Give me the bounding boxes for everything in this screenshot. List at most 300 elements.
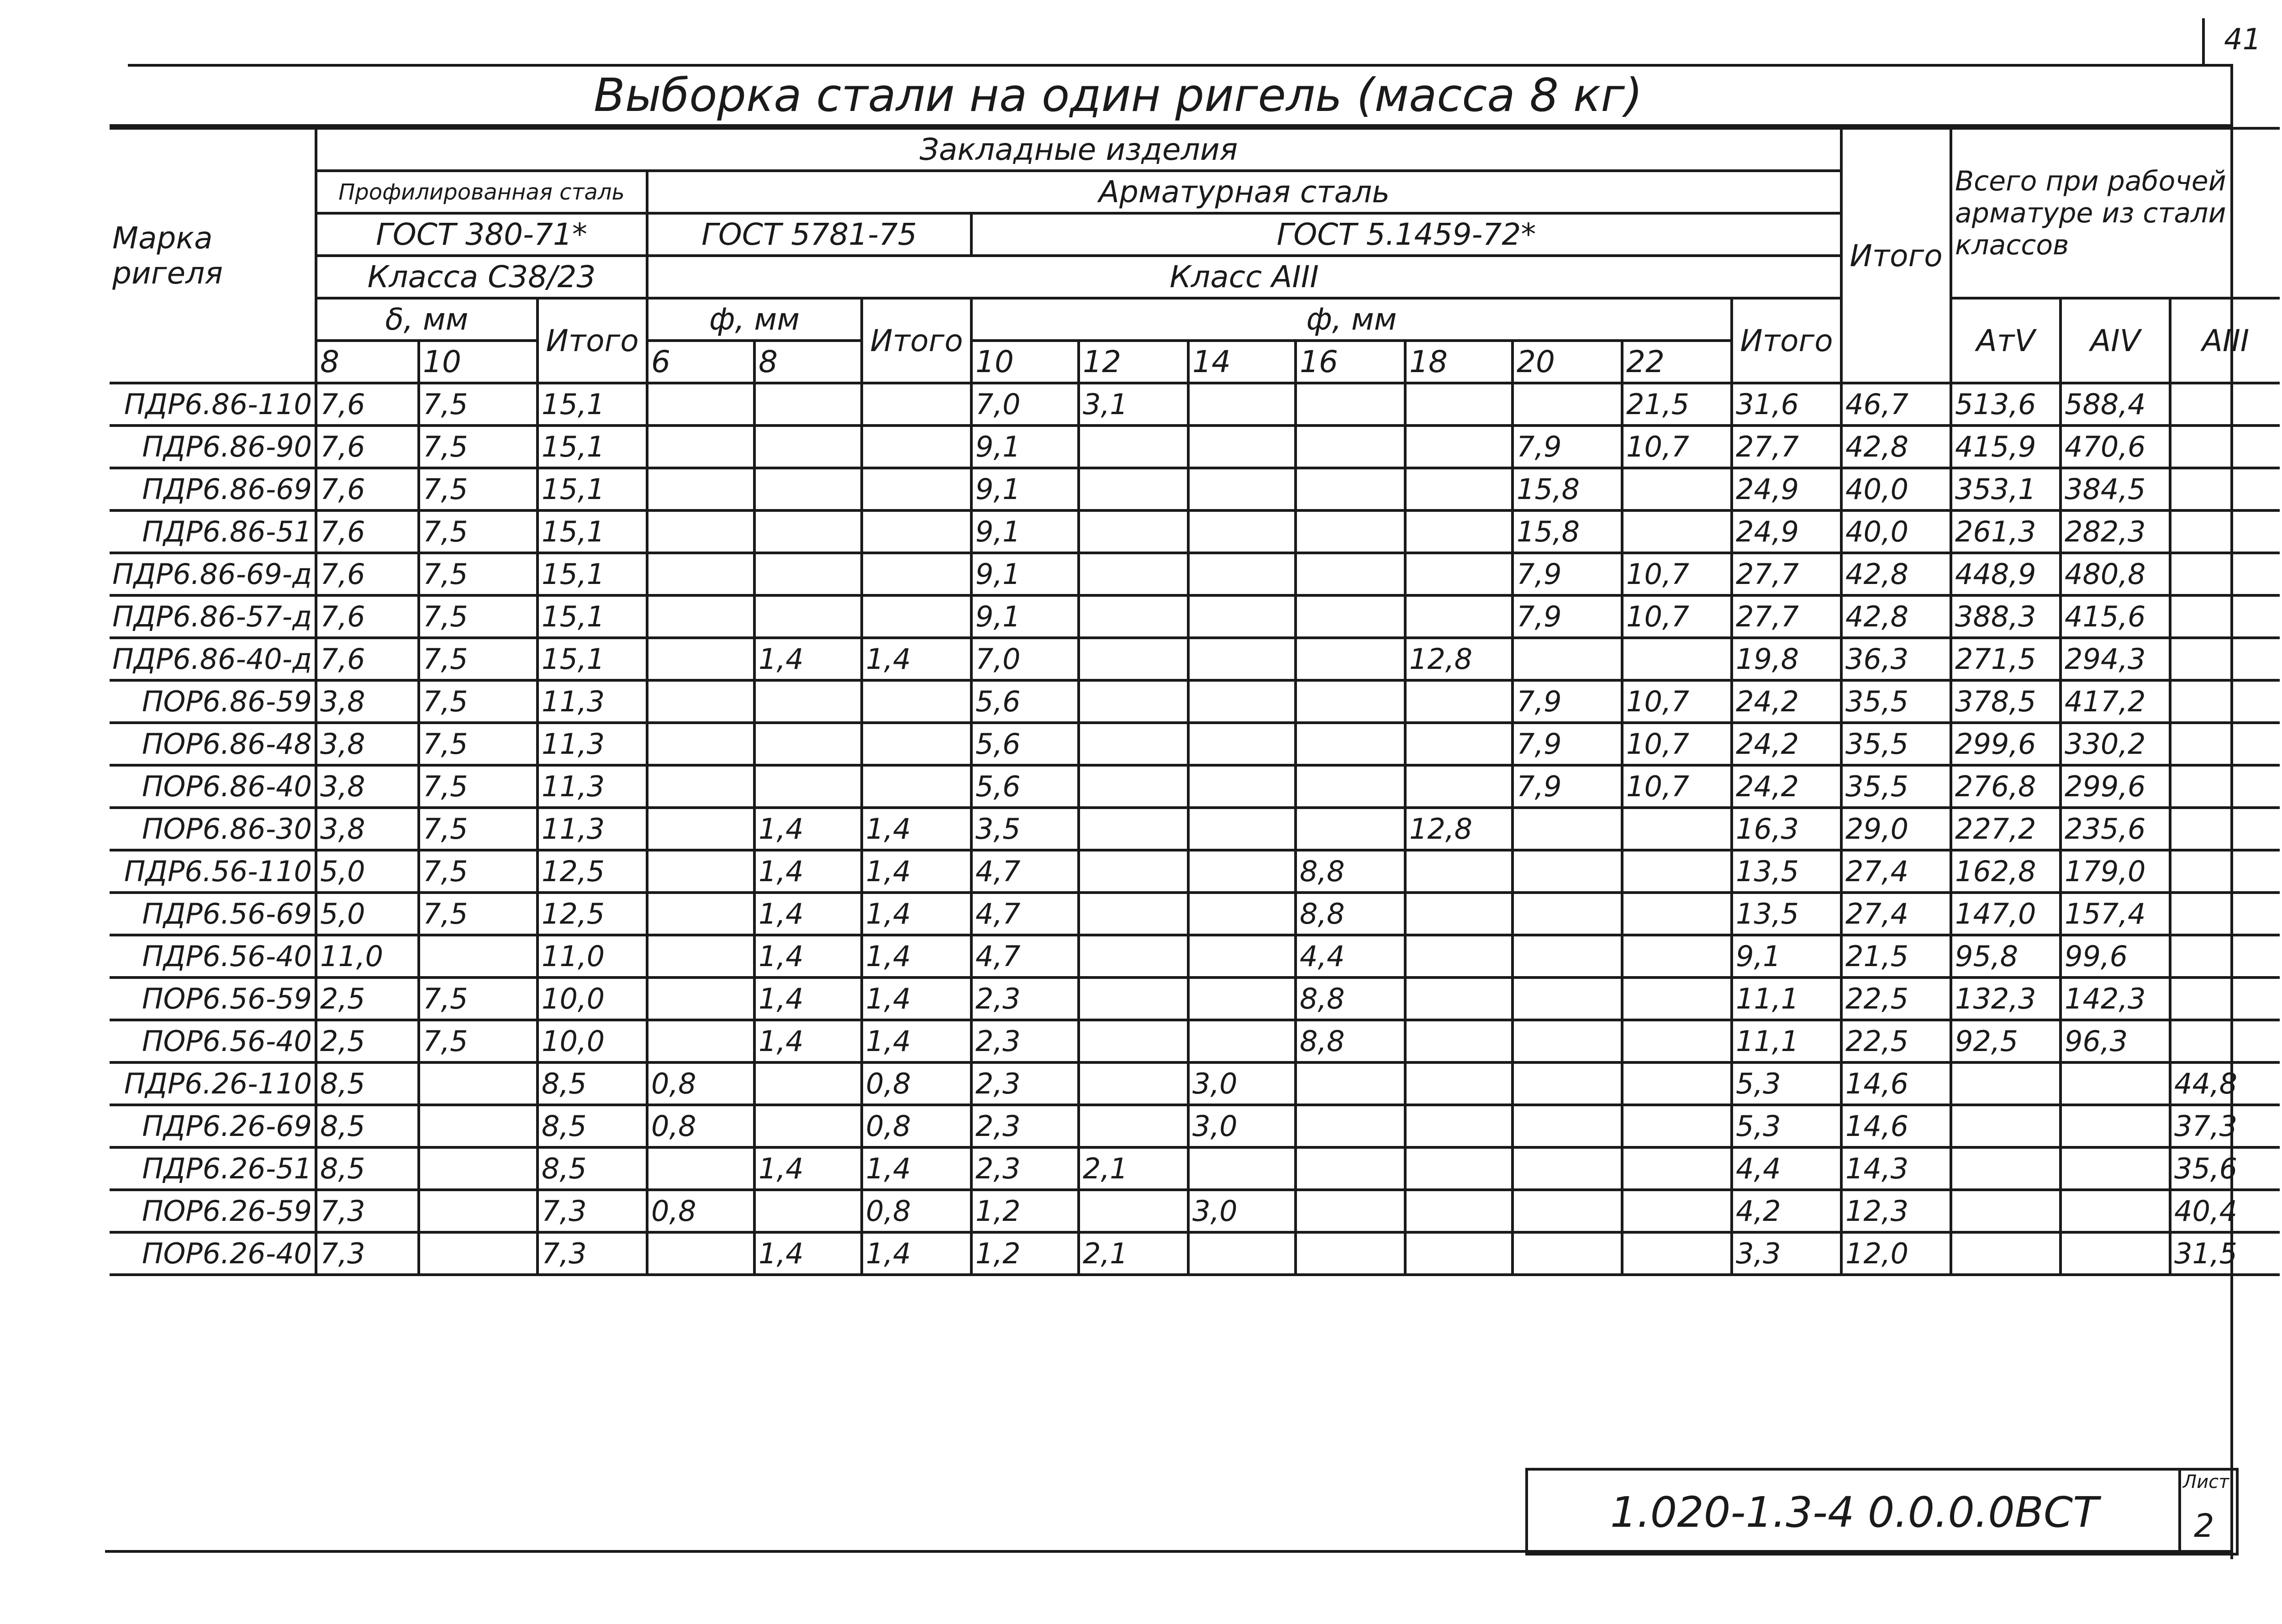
table-cell: 330,2 [2061, 723, 2170, 765]
table-cell [1622, 935, 1732, 978]
table-cell: 10,7 [1622, 680, 1732, 723]
table-cell [1079, 935, 1188, 978]
table-cell: 2,3 [971, 1020, 1079, 1062]
table-cell: 7,5 [419, 468, 538, 510]
table-cell: 5,0 [316, 893, 419, 935]
table-cell: 95,8 [1951, 935, 2061, 978]
table-cell: 282,3 [2061, 510, 2170, 553]
table-cell [1188, 978, 1296, 1020]
table-cell [1188, 595, 1296, 638]
row-mark: ПДР6.86-90 [110, 426, 316, 468]
table-cell [1188, 1020, 1296, 1062]
header-itogo-1459: Итого [1732, 298, 1841, 383]
table-cell: 4,7 [971, 935, 1079, 978]
table-cell: 353,1 [1951, 468, 2061, 510]
table-cell: 11,3 [538, 808, 647, 850]
table-cell [647, 893, 754, 935]
table-cell [647, 723, 754, 765]
table-cell: 1,4 [754, 1232, 862, 1275]
table-cell: 10,7 [1622, 765, 1732, 808]
row-mark: ПДР6.26-69 [110, 1105, 316, 1147]
table-cell: 3,8 [316, 680, 419, 723]
table-cell [1622, 510, 1732, 553]
table-cell: 1,2 [971, 1190, 1079, 1232]
table-cell [1951, 1105, 2061, 1147]
table-cell [2170, 426, 2280, 468]
row-mark: ПОР6.86-59 [110, 680, 316, 723]
table-cell: 8,8 [1296, 978, 1405, 1020]
table-cell: 7,5 [419, 510, 538, 553]
table-cell: 179,0 [2061, 850, 2170, 893]
table-cell [1296, 426, 1405, 468]
header-embedded: Закладные изделия [316, 128, 1841, 171]
table-cell [1079, 893, 1188, 935]
table-cell [1513, 1190, 1622, 1232]
table-cell [2170, 553, 2280, 595]
row-mark: ПДР6.56-69 [110, 893, 316, 935]
table-cell: 10,7 [1622, 553, 1732, 595]
table-cell: 15,1 [538, 553, 647, 595]
table-cell [1296, 723, 1405, 765]
table-cell [1188, 765, 1296, 808]
row-mark: ПДР6.86-57-д [110, 595, 316, 638]
table-cell: 235,6 [2061, 808, 2170, 850]
table-cell [1622, 1232, 1732, 1275]
table-cell: 15,1 [538, 638, 647, 680]
table-cell: 13,5 [1732, 893, 1841, 935]
header-diameter: 6 [647, 341, 754, 383]
header-gost-5-1459: ГОСТ 5.1459-72* [971, 213, 1841, 256]
table-cell [1079, 1190, 1188, 1232]
table-cell: 157,4 [2061, 893, 2170, 935]
table-cell [1296, 1105, 1405, 1147]
table-cell: 294,3 [2061, 638, 2170, 680]
table-cell [754, 1105, 862, 1147]
row-mark: ПДР6.86-110 [110, 383, 316, 426]
table-row [110, 978, 2280, 1020]
sheet-number-rule [2202, 18, 2205, 64]
header-rebar: Арматурная сталь [647, 171, 1841, 213]
table-cell [2061, 1232, 2170, 1275]
table-cell [1405, 850, 1513, 893]
table-cell [754, 1062, 862, 1105]
table-cell [1513, 978, 1622, 1020]
table-cell [1622, 850, 1732, 893]
table-cell [1622, 808, 1732, 850]
header-class-aiii: Класс АIII [647, 256, 1841, 298]
table-cell [754, 595, 862, 638]
header-profiled: Профилированная сталь [316, 171, 647, 213]
table-cell: 11,3 [538, 723, 647, 765]
table-cell: 24,9 [1732, 510, 1841, 553]
table-cell [754, 680, 862, 723]
table-cell: 11,0 [316, 935, 419, 978]
table-cell: 22,5 [1841, 1020, 1951, 1062]
table-cell: 19,8 [1732, 638, 1841, 680]
table-cell: 9,1 [1732, 935, 1841, 978]
table-cell: 1,4 [862, 808, 971, 850]
table-cell [1188, 638, 1296, 680]
table-cell: 9,1 [971, 426, 1079, 468]
table-row [110, 426, 2280, 468]
table-cell [647, 1020, 754, 1062]
table-cell [2170, 383, 2280, 426]
table-row [110, 1105, 2280, 1147]
table-cell: 11,1 [1732, 1020, 1841, 1062]
table-cell: 7,6 [316, 510, 419, 553]
table-cell: 2,1 [1079, 1147, 1188, 1190]
table-cell: 12,8 [1405, 638, 1513, 680]
table-row [110, 893, 2280, 935]
table-cell: 1,4 [754, 978, 862, 1020]
table-cell [1296, 1232, 1405, 1275]
table-cell: 10,0 [538, 978, 647, 1020]
header-diameter: 22 [1622, 341, 1732, 383]
table-cell [1405, 893, 1513, 935]
table-cell: 8,5 [538, 1105, 647, 1147]
table-cell: 11,0 [538, 935, 647, 978]
table-cell [1188, 893, 1296, 935]
table-cell [1188, 935, 1296, 978]
table-cell: 1,4 [862, 850, 971, 893]
table-cell [419, 1190, 538, 1232]
table-cell: 0,8 [862, 1190, 971, 1232]
table-cell [2170, 850, 2280, 893]
table-cell [2061, 1062, 2170, 1105]
table-row [110, 808, 2280, 850]
table-cell: 27,7 [1732, 426, 1841, 468]
table-cell [1079, 1020, 1188, 1062]
table-cell: 12,8 [1405, 808, 1513, 850]
table-cell [647, 1147, 754, 1190]
table-cell [862, 595, 971, 638]
table-cell: 7,6 [316, 553, 419, 595]
table-cell: 0,8 [647, 1062, 754, 1105]
header-gost-380: ГОСТ 380-71* [316, 213, 647, 256]
header-diameter: 12 [1079, 341, 1188, 383]
table-cell: 7,0 [971, 383, 1079, 426]
table-cell [1622, 1190, 1732, 1232]
table-cell [1405, 468, 1513, 510]
table-cell [754, 1190, 862, 1232]
table-cell [1079, 978, 1188, 1020]
table-cell: 9,1 [971, 595, 1079, 638]
row-mark: ПДР6.86-69 [110, 468, 316, 510]
table-cell: 1,4 [862, 1020, 971, 1062]
table-cell: 7,5 [419, 808, 538, 850]
table-cell [2170, 510, 2280, 553]
table-cell: 40,0 [1841, 510, 1951, 553]
table-cell: 24,2 [1732, 723, 1841, 765]
table-cell: 27,7 [1732, 595, 1841, 638]
table-cell: 7,6 [316, 383, 419, 426]
table-cell [1296, 638, 1405, 680]
table-cell: 1,2 [971, 1232, 1079, 1275]
table-cell [1513, 1232, 1622, 1275]
header-diameter: 10 [419, 341, 538, 383]
table-cell: 378,5 [1951, 680, 2061, 723]
table-cell [1296, 1062, 1405, 1105]
sheet-label: Лист [2183, 1472, 2229, 1493]
table-cell [862, 723, 971, 765]
row-mark: ПОР6.56-59 [110, 978, 316, 1020]
table-cell [2170, 765, 2280, 808]
table-cell: 384,5 [2061, 468, 2170, 510]
table-row [110, 850, 2280, 893]
table-cell [1513, 383, 1622, 426]
table-cell [1188, 680, 1296, 723]
table-cell: 299,6 [1951, 723, 2061, 765]
table-cell [1188, 850, 1296, 893]
table-cell [1405, 426, 1513, 468]
table-row [110, 1190, 2280, 1232]
table-cell [1622, 1020, 1732, 1062]
table-cell [1622, 978, 1732, 1020]
table-cell: 3,0 [1188, 1190, 1296, 1232]
table-cell: 24,2 [1732, 680, 1841, 723]
table-cell [2170, 680, 2280, 723]
table-cell: 8,5 [316, 1062, 419, 1105]
table-cell: 3,0 [1188, 1062, 1296, 1105]
table-cell [1513, 1147, 1622, 1190]
row-mark: ПДР6.26-51 [110, 1147, 316, 1190]
table-cell: 7,5 [419, 723, 538, 765]
table-cell [647, 1232, 754, 1275]
header-itogo-profiled: Итого [538, 298, 647, 383]
table-cell [2170, 723, 2280, 765]
table-cell: 7,0 [971, 638, 1079, 680]
table-row [110, 765, 2280, 808]
row-mark: ПДР6.86-40-д [110, 638, 316, 680]
table-cell [1513, 638, 1622, 680]
table-cell [1188, 510, 1296, 553]
table-cell: 415,6 [2061, 595, 2170, 638]
table-cell [647, 765, 754, 808]
table-cell [862, 765, 971, 808]
header-diameter: 8 [316, 341, 419, 383]
table-cell [1405, 510, 1513, 553]
table-cell: 1,4 [862, 638, 971, 680]
table-cell: 7,6 [316, 468, 419, 510]
table-cell [1405, 680, 1513, 723]
header-diameter: 18 [1405, 341, 1513, 383]
table-cell [1513, 850, 1622, 893]
table-cell [1951, 1062, 2061, 1105]
row-mark: ПДР6.56-110 [110, 850, 316, 893]
table-cell: 99,6 [2061, 935, 2170, 978]
table-cell [647, 935, 754, 978]
table-cell: 7,5 [419, 765, 538, 808]
header-diameter: 20 [1513, 341, 1622, 383]
table-cell: 8,5 [538, 1147, 647, 1190]
table-cell [419, 1105, 538, 1147]
table-cell: 46,7 [1841, 383, 1951, 426]
table-cell [647, 850, 754, 893]
table-cell: 3,3 [1732, 1232, 1841, 1275]
table-cell: 1,4 [754, 1020, 862, 1062]
table-cell [1405, 765, 1513, 808]
sheet-box [2178, 1468, 2239, 1556]
table-row [110, 468, 2280, 510]
table-cell: 27,4 [1841, 893, 1951, 935]
table-cell: 1,4 [862, 1147, 971, 1190]
table-cell: 36,3 [1841, 638, 1951, 680]
table-cell: 147,0 [1951, 893, 2061, 935]
table-cell [1513, 1105, 1622, 1147]
table-cell: 14,3 [1841, 1147, 1951, 1190]
header-diameter: 16 [1296, 341, 1405, 383]
table-cell: 448,9 [1951, 553, 2061, 595]
table-cell: 3,8 [316, 765, 419, 808]
table-cell: 2,3 [971, 1062, 1079, 1105]
table-cell: 2,5 [316, 978, 419, 1020]
header-phi-mm-1459: ф, мм [971, 298, 1732, 341]
table-cell [1188, 1147, 1296, 1190]
table-cell: 15,1 [538, 383, 647, 426]
table-cell [754, 723, 862, 765]
table-cell [1405, 383, 1513, 426]
table-cell [2170, 935, 2280, 978]
table-cell: 162,8 [1951, 850, 2061, 893]
table-cell: 7,3 [538, 1190, 647, 1232]
table-cell [1405, 1190, 1513, 1232]
table-cell: 15,1 [538, 510, 647, 553]
table-cell [862, 553, 971, 595]
table-cell: 12,3 [1841, 1190, 1951, 1232]
table-cell: 10,7 [1622, 595, 1732, 638]
table-cell: 7,9 [1513, 426, 1622, 468]
table-cell [1622, 893, 1732, 935]
table-cell: 7,5 [419, 978, 538, 1020]
table-cell [2061, 1190, 2170, 1232]
table-cell: 1,4 [862, 935, 971, 978]
table-cell: 415,9 [1951, 426, 2061, 468]
table-cell [1951, 1232, 2061, 1275]
table-cell [419, 1147, 538, 1190]
table-cell: 11,3 [538, 680, 647, 723]
table-cell: 5,3 [1732, 1062, 1841, 1105]
sheet-value: 2 [2194, 1507, 2214, 1545]
table-cell [2170, 893, 2280, 935]
table-cell [647, 680, 754, 723]
table-cell: 35,5 [1841, 723, 1951, 765]
table-cell: 7,9 [1513, 553, 1622, 595]
table-cell: 7,5 [419, 426, 538, 468]
table-cell [1951, 1147, 2061, 1190]
table-cell: 7,6 [316, 426, 419, 468]
table-cell: 4,2 [1732, 1190, 1841, 1232]
row-mark: ПОР6.26-40 [110, 1232, 316, 1275]
table-cell [1405, 595, 1513, 638]
table-cell [2061, 1105, 2170, 1147]
table-cell: 8,8 [1296, 850, 1405, 893]
table-cell: 8,5 [316, 1105, 419, 1147]
steel-schedule-table [110, 127, 2280, 1276]
table-cell: 3,8 [316, 723, 419, 765]
table-cell [1079, 765, 1188, 808]
table-cell: 0,8 [862, 1105, 971, 1147]
table-cell: 92,5 [1951, 1020, 2061, 1062]
table-cell: 1,4 [754, 1147, 862, 1190]
table-cell [1405, 723, 1513, 765]
table-cell: 12,0 [1841, 1232, 1951, 1275]
table-cell: 5,6 [971, 723, 1079, 765]
table-cell: 7,5 [419, 553, 538, 595]
table-cell [1513, 893, 1622, 935]
table-row [110, 1147, 2280, 1190]
table-row [110, 1062, 2280, 1105]
table-cell [1513, 1020, 1622, 1062]
table-cell [1296, 595, 1405, 638]
table-cell: 10,0 [538, 1020, 647, 1062]
table-cell: 1,4 [754, 850, 862, 893]
table-cell [1622, 638, 1732, 680]
table-cell: 27,4 [1841, 850, 1951, 893]
table-cell [1405, 1020, 1513, 1062]
table-cell: 37,3 [2170, 1105, 2280, 1147]
table-row [110, 638, 2280, 680]
header-class-aiii-total: АIII [2170, 298, 2280, 383]
table-cell [1079, 723, 1188, 765]
header-total-classes: Всего при рабочей арматуре из стали классов [1951, 128, 2280, 298]
header-diameter: 14 [1188, 341, 1296, 383]
table-cell [1622, 1147, 1732, 1190]
table-cell: 1,4 [862, 978, 971, 1020]
table-cell [1188, 723, 1296, 765]
table-cell [1405, 1062, 1513, 1105]
table-cell [1622, 468, 1732, 510]
row-mark: ПОР6.86-48 [110, 723, 316, 765]
table-cell [647, 426, 754, 468]
table-cell [2170, 1020, 2280, 1062]
table-row [110, 1232, 2280, 1275]
table-cell: 5,6 [971, 680, 1079, 723]
table-row [110, 383, 2280, 426]
table-cell: 5,0 [316, 850, 419, 893]
table-cell [1296, 808, 1405, 850]
header-class-aiv: АIV [2061, 298, 2170, 383]
table-cell: 44,8 [2170, 1062, 2280, 1105]
table-cell: 9,1 [971, 468, 1079, 510]
table-cell: 2,3 [971, 1105, 1079, 1147]
row-mark: ПОР6.86-30 [110, 808, 316, 850]
header-delta-mm: δ, мм [316, 298, 538, 341]
table-cell [1405, 1147, 1513, 1190]
table-cell [1296, 680, 1405, 723]
table-cell: 7,6 [316, 595, 419, 638]
page-title: Выборка стали на один ригель (масса 8 кг) [594, 68, 1643, 122]
table-cell: 7,9 [1513, 765, 1622, 808]
table-cell: 35,5 [1841, 765, 1951, 808]
row-mark: ПОР6.56-40 [110, 1020, 316, 1062]
table-cell: 11,1 [1732, 978, 1841, 1020]
table-cell: 31,5 [2170, 1232, 2280, 1275]
table-cell: 27,7 [1732, 553, 1841, 595]
table-cell: 21,5 [1622, 383, 1732, 426]
table-cell: 8,5 [538, 1062, 647, 1105]
table-cell: 15,1 [538, 468, 647, 510]
table-cell [1405, 1232, 1513, 1275]
table-cell [1405, 553, 1513, 595]
table-cell [647, 808, 754, 850]
table-cell [647, 595, 754, 638]
table-cell [647, 468, 754, 510]
table-cell [1188, 383, 1296, 426]
table-cell: 7,5 [419, 1020, 538, 1062]
table-cell: 271,5 [1951, 638, 2061, 680]
table-cell: 7,5 [419, 383, 538, 426]
table-cell: 22,5 [1841, 978, 1951, 1020]
